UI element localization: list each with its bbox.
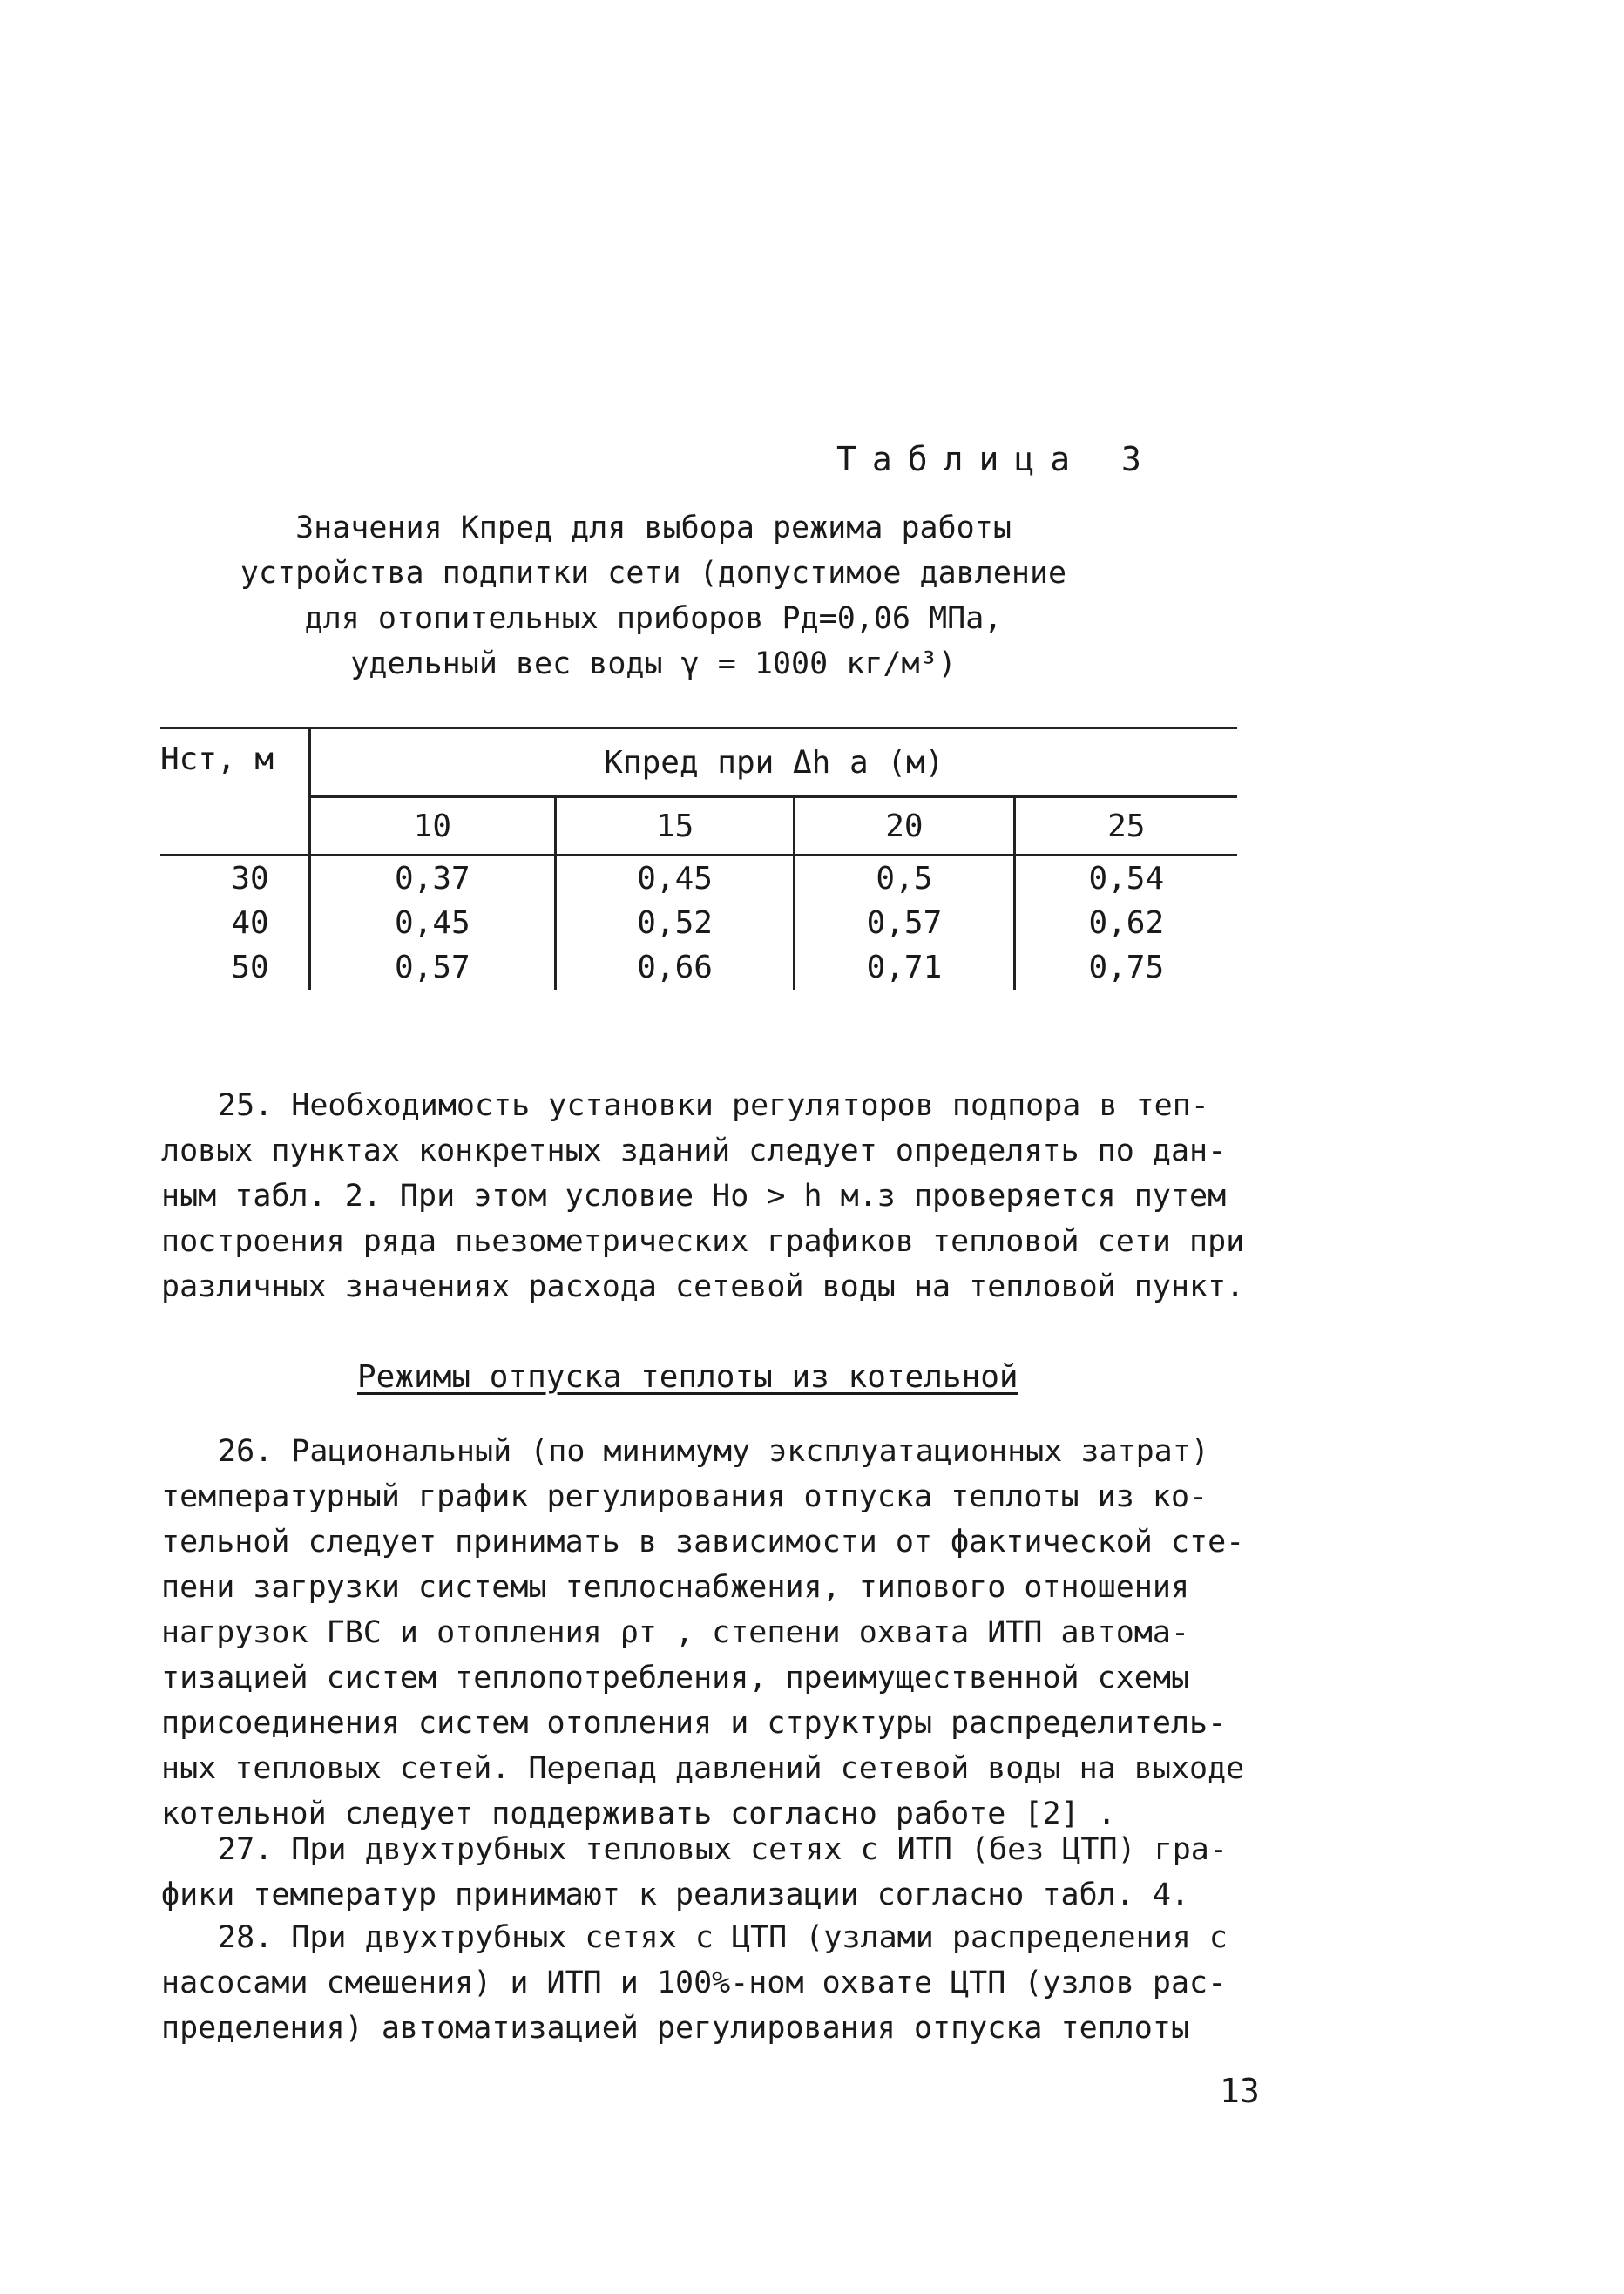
text-line: 25. Необходимость установки регуляторов подпора в теп-: [218, 1088, 1209, 1123]
h-cell: 40: [160, 901, 309, 945]
value-cell: 0,75: [1088, 950, 1165, 985]
column-header: 10: [309, 797, 555, 856]
table-row: [160, 945, 1237, 990]
section-title: Режимы отпуска теплоты из котельной: [357, 1359, 1018, 1395]
text-line: ных тепловых сетей. Перепад давлений сетевой воды на выходе: [161, 1751, 1245, 1786]
text-line: 26. Рациональный (по минимуму эксплуатационных затрат): [218, 1434, 1209, 1469]
value-cell: 0,52: [555, 901, 794, 945]
paragraph-26: [161, 1429, 1255, 1837]
value-cell: 0,71: [795, 945, 1014, 990]
text-line: 28. При двухтрубных сетях с ЦТП (узлами распределения с: [218, 1920, 1228, 1955]
value-cell: 0,45: [555, 856, 794, 902]
table-row: [160, 901, 1237, 945]
text-line: насосами смешения) и ИТП и 100%-ном охвате ЦТП (узлов рас-: [161, 1966, 1227, 2000]
value-cell: 0,57: [309, 945, 555, 990]
h-cell: 50: [160, 945, 309, 990]
table-subheader-row: [160, 797, 1237, 856]
k-pred-table: [160, 727, 1237, 990]
text-line: котельной следует поддерживать согласно работе [2] .: [161, 1797, 1116, 1831]
text-line: присоединения систем отопления и структуры распределитель-: [161, 1706, 1227, 1741]
h-cell: 30: [160, 856, 309, 902]
paragraph-25: [161, 1083, 1255, 1309]
table-label: Таблица 3: [836, 440, 1157, 478]
value-cell: 0,66: [555, 945, 794, 990]
caption-line: Значения Кпред для выбора режима работы: [295, 511, 1012, 545]
text-line: пределения) автоматизацией регулирования отпуска теплоты: [161, 2011, 1190, 2046]
caption-line: удельный вес воды γ = 1000 кг/м³): [350, 646, 957, 681]
column-header: 25: [1014, 797, 1237, 856]
table-caption: [157, 505, 1150, 687]
column-header: 20: [795, 797, 1014, 856]
text-line: нагрузок ГВС и отопления ρт , степени охвата ИТП автома-: [161, 1615, 1190, 1650]
value-cell: 0,45: [309, 901, 555, 945]
text-line: построения ряда пьезометрических графиков тепловой сети при: [161, 1224, 1245, 1259]
text-line: различных значениях расхода сетевой воды на тепловой пункт.: [161, 1269, 1245, 1304]
table-header-row: [160, 728, 1237, 797]
row-header-cell: Нст, м: [160, 728, 309, 856]
column-header: 15: [555, 797, 794, 856]
value-cell: 0,5: [795, 856, 1014, 902]
value-cell: 0,57: [795, 901, 1014, 945]
caption-line: для отопительных приборов Рд=0,06 МПа,: [304, 601, 1003, 636]
text-line: температурный график регулирования отпуска теплоты из ко-: [161, 1479, 1208, 1514]
text-line: фики температур принимают к реализации согласно табл. 4.: [161, 1878, 1190, 1912]
text-line: ным табл. 2. При этом условие Но > h м.з проверяется путем: [161, 1179, 1227, 1214]
value-cell: 0,37: [309, 856, 555, 902]
table-row: [160, 856, 1237, 902]
text-line: ловых пунктах конкретных зданий следует определять по дан-: [161, 1133, 1227, 1168]
page-number: 13: [1220, 2072, 1260, 2110]
text-line: тизацией систем теплопотребления, преимущественной схемы: [161, 1661, 1190, 1695]
paragraph-28: [161, 1915, 1255, 2051]
text-line: тельной следует принимать в зависимости от фактической сте-: [161, 1525, 1245, 1560]
caption-line: устройства подпитки сети (допустимое давление: [240, 556, 1067, 591]
text-line: 27. При двухтрубных тепловых сетях с ИТП (без ЦТП) гра-: [218, 1832, 1228, 1867]
value-cell: 0,54: [1088, 861, 1165, 897]
column-group-header: Кпред при Δh а (м): [309, 728, 1237, 797]
text-line: пени загрузки системы теплоснабжения, типового отношения: [161, 1570, 1190, 1605]
paragraph-27: [161, 1827, 1255, 1918]
value-cell: 0,62: [1088, 905, 1165, 941]
